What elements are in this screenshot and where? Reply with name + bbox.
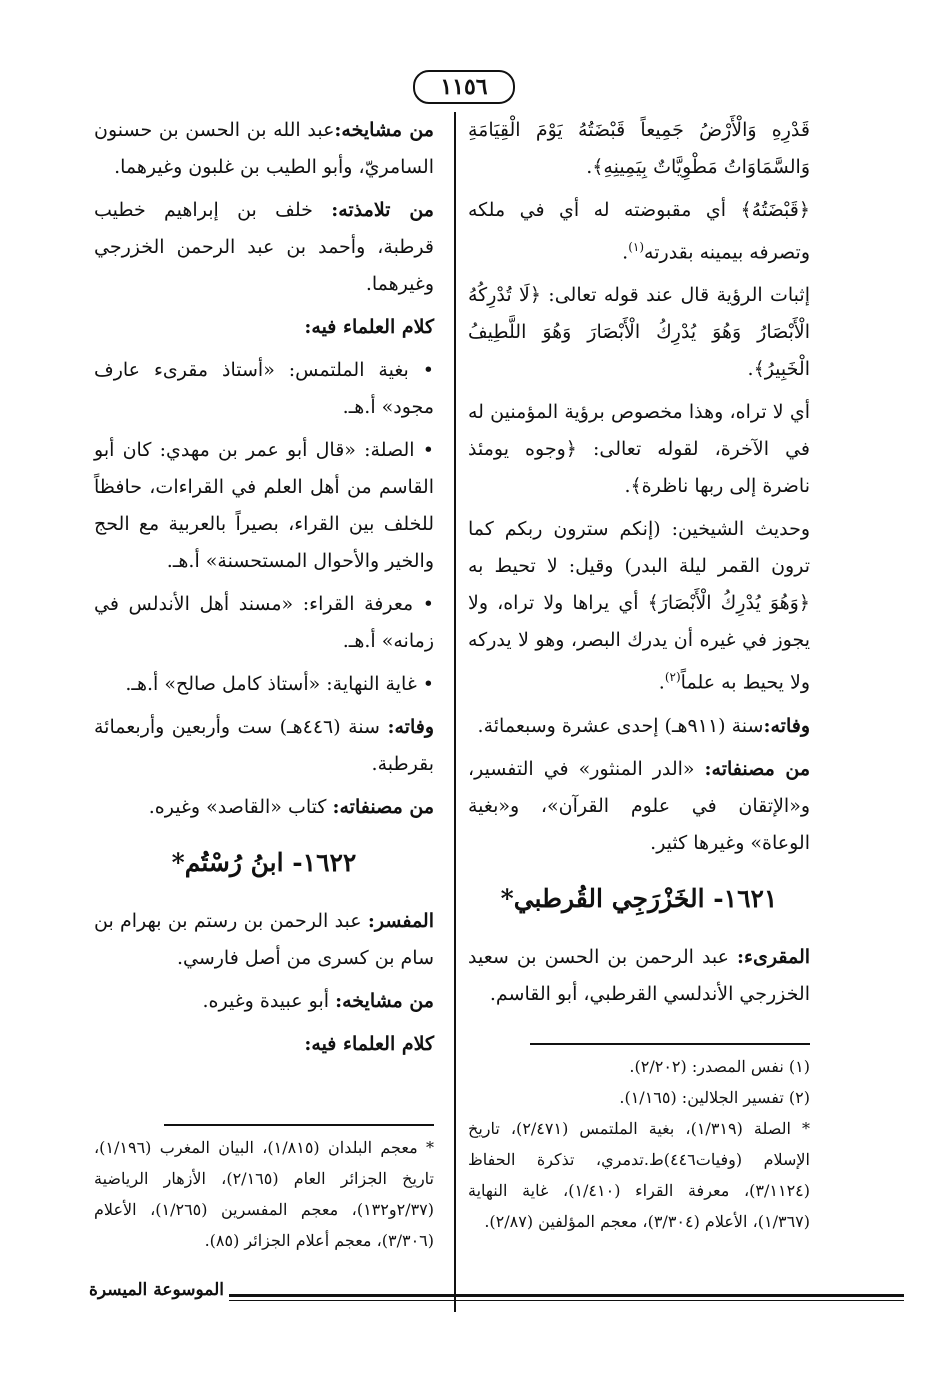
footer-rule-thin [229,1300,904,1301]
footer-rule [229,1294,904,1297]
page-header [0,66,936,106]
quote-marifa: • معرفة القراء: «مسند أهل الأندلس في زمانه» أ.هـ. [94,593,434,652]
students-entry: من تلامذته: خلف بن إبراهيم خطيب قرطبة، وأحمد بن عبد الرحمن الخزرجي وغيرهما. [94,199,434,295]
quote-bughya: • بغية الملتمس: «أستاذ مقرىء عارف مجود» أ.هـ. [94,359,434,418]
footnote-ref: (١) [628,240,645,254]
left-footnotes [94,1124,434,1256]
works-label: من مصنفاته: [332,796,434,818]
death-label: وفاته: [763,714,810,737]
students-label: من تلامذته: [331,199,434,221]
reader-entry: المقرىء: عبد الرحمن بن الحسن بن سعيد الخزرجي الأندلسي القرطبي، أبو القاسم. [468,945,811,1005]
page-number: ١١٥٦ [413,70,515,104]
mufassir-entry: المفسر: عبد الرحمن بن رستم بن بهرام بن سام بن كسرى من أصل فارسي. [94,910,435,969]
page-footer [88,1280,904,1310]
entry-heading-1621: ١٦٢١- الخَزْرَجِي القُرطبي* [500,883,778,913]
quran-verse-continuation: قَدْرِهِ وَالْأَرْضُ جَمِيعاً قَبْضَتُهُ يَوْمَ الْقِيَامَةِ وَالسَّمَاوَاتُ مَطْوِيَّاتٌ بِيَمِينِهِ﴾. [468,119,810,178]
entry-heading-1622: ١٦٢٢- ابنُ رُسْتُم* [171,848,357,877]
hadith-paragraph: وحديث الشيخين: (إنكم سترون ربكم كما ترون القمر ليلة البدر) وقيل: لا تحيط به ﴿وَهُوَ يُدْرِكُ الْأَبْصَارَ﴾ أي يراها ولا تراه، ولا يجوز في غيره أن يدرك البصر، وهو لا يدركه ولا يحيط به علماً$^{(٢)}$. [468,518,810,694]
works-label: من مصنفاته: [704,757,810,780]
footnote-2: (٢) تفسير الجلالين: (١/١٦٥). [619,1088,810,1107]
death-entry: وفاته:سنة (٩١١هـ) إحدى عشرة وسبعمائة. [477,714,810,737]
quote-sila: • الصلة: «قال أبو عمر بن مهدي: كان أبو القاسم من أهل العلم في القراءات، حافظاً للخلف بين القراء، بصيراً بالعربية مع الحج والخير والأحوال المستحسنة» أ.هـ. [94,439,434,572]
footnote-rule [164,1124,434,1126]
right-footnotes [468,1043,810,1237]
column-divider [454,112,456,1312]
teachers-entry-2: من مشايخه: أبو عبيدة وغيره. [202,990,434,1012]
death-label: وفاته: [387,716,434,738]
teachers-label-2: من مشايخه: [335,990,434,1012]
explanation-paragraph: ﴿قَبْضَتُهُ﴾ أي مقبوضته له أي في ملكه وتصرفه بيمينه بقدرته$^{(١)}$. [468,199,810,264]
footnote-sources: * الصلة (١/٣١٩)، بغية الملتمس (٢/٤٧١)، تاريخ الإسلام (وفيات٤٤٦)ط.تدمري، تذكرة الحفاظ (٣/١١٢٤)، معرفة القراء (١/٤١٠)، غاية النهاية (١/٣٦٧)، الأعلام (٣/٣٠٤)، معجم المؤلفين (٢/٨٧). [468,1119,811,1231]
vision-proof-paragraph: إثبات الرؤية قال عند قوله تعالى: ﴿لَا تُدْرِكُهُ الْأَبْصَارُ وَهُوَ يُدْرِكُ الْأَبْصَارَ وَهُوَ اللَّطِيفُ الْخَبِيرُ﴾. [468,284,810,381]
works-entry: من مصنفاته: «الدر المنثور» في التفسير، و«الإتقان في علوم القرآن»، و«بغية الوعاة» وغيرها كثير. [468,757,810,854]
works-entry: من مصنفاته: كتاب «القاصد» وغيره. [148,796,434,818]
death-entry: وفاته: سنة (٤٤٦هـ) ست وأربعين وأربعمائة بقرطبة. [94,716,434,775]
mufassir-label: المفسر: [367,910,435,932]
right-column [468,112,810,1019]
footnote-1: (١) نفس المصدر: (٢/٢٠٢). [629,1057,810,1076]
quote-ghaya: • غاية النهاية: «أستاذ كامل صالح» أ.هـ. [125,673,434,695]
scholars-heading: كلام العلماء فيه: [304,316,434,338]
teachers-label: من مشايخه: [334,119,434,141]
footnote-sources: * معجم البلدان (١/٨١٥)، البيان المغرب (١/١٩٦)، تاريخ الجزائر العام (٢/١٦٥)، الأزهار الرياضية (٢/٣٧و١٣٢)، معجم المفسرين (١/٢٦٥)، الأعلام (٣/٣٠٦)، معجم أعلام الجزائر (٨٥). [94,1138,435,1250]
scholars-heading-2: كلام العلماء فيه: [304,1033,434,1055]
reader-label: المقرىء: [737,945,811,968]
footnote-rule [530,1043,810,1045]
footer-title: الموسوعة الميسرة [88,1280,224,1300]
left-column [94,112,434,1069]
teachers-entry: من مشايخه:عبد الله بن الحسن بن حسنون السامريّ، وأبو الطيب بن غلبون وغيرهما. [94,119,434,178]
footnote-ref: (٢) [664,670,681,685]
commentary-paragraph: أي لا تراه، وهذا مخصوص برؤية المؤمنين له في الآخرة، لقوله تعالى: ﴿وجوه يومئذ ناضرة إلى ربها ناظرة﴾. [468,401,810,498]
